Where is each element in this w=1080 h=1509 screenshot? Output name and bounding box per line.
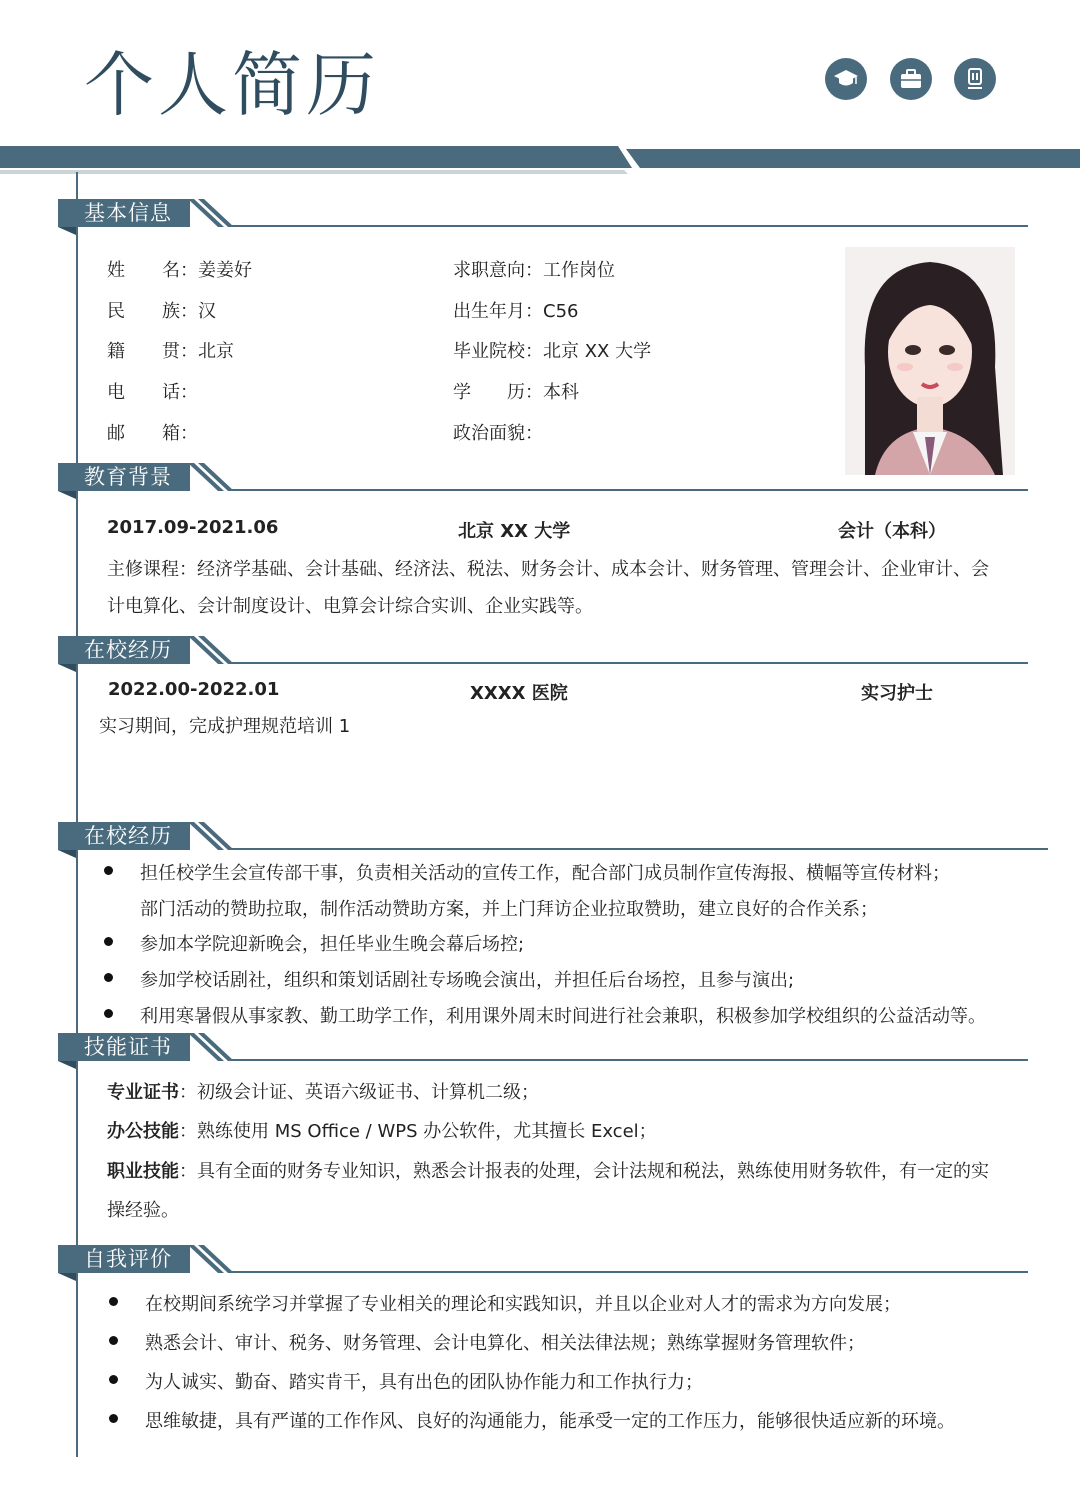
value-origin: ：北京 — [180, 341, 234, 362]
badge-icon — [954, 58, 996, 100]
label-origin-b: 贯 — [162, 341, 180, 362]
education-school: 北京 XX 大学 — [458, 521, 571, 542]
job-intention: 求职意向：工作岗位 — [453, 260, 615, 281]
section-title: 在校经历 — [58, 822, 190, 850]
label-ethnicity-b: 族 — [162, 301, 180, 322]
education-major: 会计（本科） — [838, 521, 946, 542]
education-courses-line1: 主修课程：经济学基础、会计基础、经济法、税法、财务会计、成本会计、财务管理、管理会计、企业审计、会 — [107, 559, 989, 580]
stripes-decoration — [184, 199, 234, 227]
bullet-icon — [104, 1009, 113, 1018]
value-name: ：姜姜好 — [180, 260, 252, 281]
label-phone-a: 电 — [107, 382, 125, 403]
skill-office — [107, 1117, 657, 1143]
list-item: 利用寒暑假从事家教、勤工助学工作，利用课外周末时间进行社会兼职，积极参加学校组织的公益活动等。 — [140, 1006, 986, 1027]
bullet-icon — [109, 1375, 118, 1384]
list-item: 思维敏捷，具有严谨的工作作风、良好的沟通能力，能承受一定的工作压力，能够很快适应新的环境。 — [145, 1411, 955, 1432]
section-campus-experience — [58, 822, 1048, 858]
internship-description: 实习期间，完成护理规范培训 1 — [99, 716, 351, 737]
label-ethnicity-a: 民 — [107, 301, 125, 322]
label-origin-a: 籍 — [107, 341, 125, 362]
section-title: 基本信息 — [58, 199, 190, 227]
section-title: 教育背景 — [58, 463, 190, 491]
skill-job — [107, 1157, 989, 1183]
label-phone-b: 话 — [162, 382, 180, 403]
stripes-decoration — [184, 1245, 234, 1273]
degree: 学 历：本科 — [453, 382, 579, 403]
label-email-a: 邮 — [107, 423, 125, 444]
stripes-decoration — [184, 822, 234, 850]
value-ethnicity: ：汉 — [180, 301, 216, 322]
section-skills — [58, 1033, 1028, 1069]
section-title: 自我评价 — [58, 1245, 190, 1273]
section-education — [58, 463, 1028, 499]
bullet-icon — [109, 1336, 118, 1345]
profile-photo — [845, 247, 1015, 475]
education-date: 2017.09-2021.06 — [107, 517, 279, 538]
value-email: ： — [180, 423, 198, 444]
internship-role: 实习护士 — [861, 683, 933, 704]
list-item: 熟悉会计、审计、税务、财务管理、会计电算化、相关法律法规；熟练掌握财务管理软件； — [145, 1333, 865, 1354]
list-item-continuation: 部门活动的赞助拉取，制作活动赞助方案，并上门拜访企业拉取赞助，建立良好的合作关系； — [140, 899, 878, 920]
graduation-cap-icon — [825, 58, 867, 100]
internship-date: 2022.00-2022.01 — [108, 679, 280, 700]
bullet-icon — [109, 1414, 118, 1423]
briefcase-icon — [890, 58, 932, 100]
skill-job-continuation: 操经验。 — [107, 1200, 179, 1221]
list-item: 为人诚实、勤奋、踏实肯干，具有出色的团队协作能力和工作执行力； — [145, 1372, 703, 1393]
graduate-school: 毕业院校：北京 XX 大学 — [453, 341, 652, 362]
list-item: 担任校学生会宣传部干事，负责相关活动的宣传工作，配合部门成员制作宣传海报、横幅等宣传材料； — [140, 863, 950, 884]
section-self-evaluation — [58, 1245, 1028, 1281]
birth-date: 出生年月：C56 — [453, 301, 579, 322]
value-phone: ： — [180, 382, 198, 403]
label-name-a: 姓 — [107, 260, 125, 281]
skill-certificates — [107, 1078, 539, 1104]
skill-label: 办公技能 — [107, 1121, 179, 1142]
skill-value: ：初级会计证、英语六级证书、计算机二级； — [179, 1082, 539, 1103]
page-title: 个人简历 — [84, 44, 380, 126]
section-school-experience — [58, 636, 1028, 672]
stripes-decoration — [184, 1033, 234, 1061]
stripes-decoration — [184, 463, 234, 491]
stripes-decoration — [184, 636, 234, 664]
internship-place: XXXX 医院 — [470, 683, 568, 704]
label-email-b: 箱 — [162, 423, 180, 444]
header-banner — [0, 140, 1080, 180]
list-item: 参加学校话剧社，组织和策划话剧社专场晚会演出，并担任后台场控，且参与演出; — [140, 970, 795, 991]
section-basic-info — [58, 199, 1028, 235]
bullet-icon — [104, 937, 113, 946]
bullet-icon — [109, 1297, 118, 1306]
section-title: 在校经历 — [58, 636, 190, 664]
bullet-icon — [104, 866, 113, 875]
skill-value: ：熟练使用 MS Office / WPS 办公软件，尤其擅长 Excel； — [179, 1121, 657, 1142]
skill-label: 专业证书 — [107, 1082, 179, 1103]
label-name-b: 名 — [162, 260, 180, 281]
education-courses-line2: 计电算化、会计制度设计、电算会计综合实训、企业实践等。 — [107, 596, 593, 617]
section-title: 技能证书 — [58, 1033, 190, 1061]
skill-value: ：具有全面的财务专业知识，熟悉会计报表的处理，会计法规和税法，熟练使用财务软件，有一定的实 — [179, 1161, 989, 1182]
political-status: 政治面貌： — [453, 423, 543, 444]
list-item: 参加本学院迎新晚会，担任毕业生晚会幕后场控; — [140, 934, 525, 955]
list-item: 在校期间系统学习并掌握了专业相关的理论和实践知识，并且以企业对人才的需求为方向发展； — [145, 1294, 901, 1315]
bullet-icon — [104, 973, 113, 982]
skill-label: 职业技能 — [107, 1161, 179, 1182]
